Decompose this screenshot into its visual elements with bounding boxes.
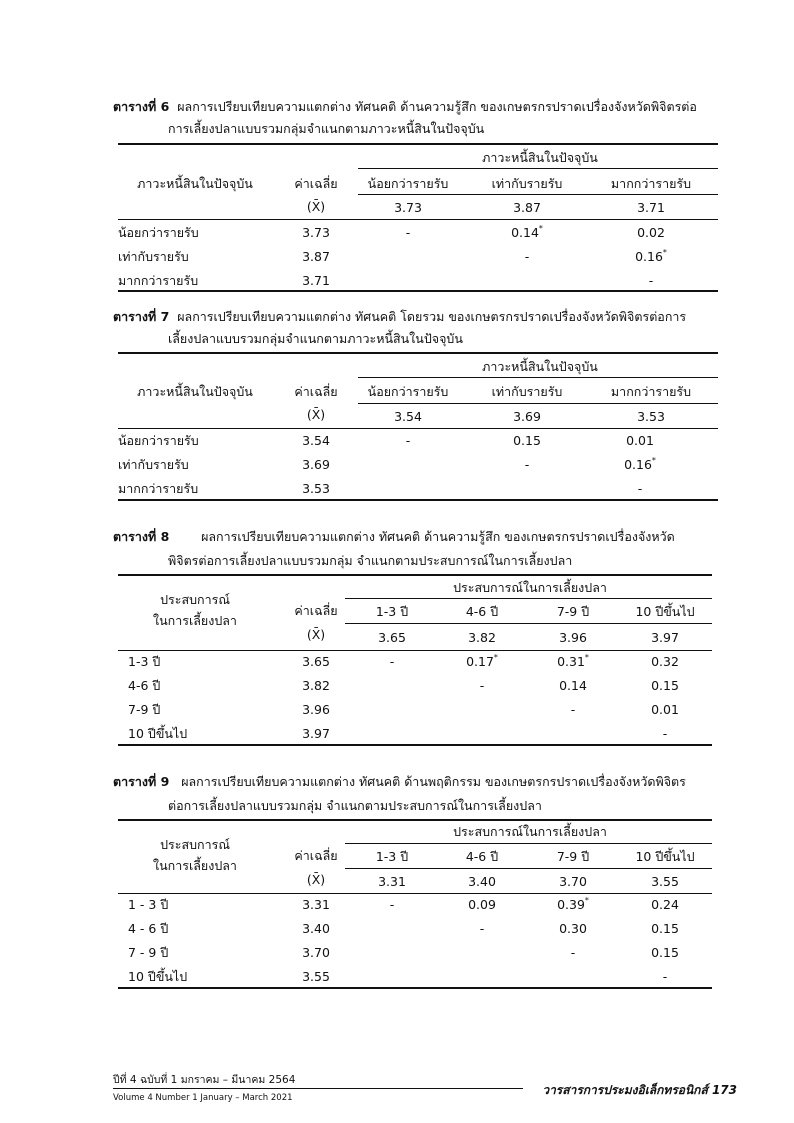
diff-cell: 0.15 xyxy=(651,945,679,960)
column-mean: 3.65 xyxy=(378,630,406,645)
header-bottom-rule xyxy=(118,893,712,894)
significance-marker: * xyxy=(584,653,589,662)
row-label: 1 - 3 ปี xyxy=(128,897,169,912)
group-header-rule xyxy=(358,168,718,169)
column-mean: 3.82 xyxy=(468,630,496,645)
significance-marker: * xyxy=(584,896,589,905)
row-mean: 3.87 xyxy=(302,249,330,264)
header-bottom-rule xyxy=(118,428,718,429)
table-bottom-rule xyxy=(118,499,718,501)
row-mean: 3.40 xyxy=(302,921,330,936)
column-header: เท่ากับรายรับ xyxy=(491,176,563,191)
column-header: 1-3 ปี xyxy=(375,849,409,864)
group-header: ภาวะหนี้สินในปัจจุบัน xyxy=(482,150,598,165)
row-mean: 3.53 xyxy=(302,481,330,496)
journal-name-page-number: วารสารการประมงอิเล็กทรอนิกส์ 173 xyxy=(542,1083,737,1097)
diff-cell: - xyxy=(524,249,530,264)
column-mean: 3.71 xyxy=(637,200,665,215)
diff-cell: - xyxy=(405,433,411,448)
column-header-rule xyxy=(358,194,718,195)
diff-cell: - xyxy=(389,654,395,669)
row-mean: 3.96 xyxy=(302,702,330,717)
diff-cell: 0.14 xyxy=(511,225,539,240)
issue-info-thai: ปีที่ 4 ฉบับที่ 1 มกราคม – มีนาคม 2564 xyxy=(113,1074,296,1086)
row-label: 1-3 ปี xyxy=(128,654,161,669)
header-bottom-rule xyxy=(118,219,718,220)
diff-cell: 0.32 xyxy=(651,654,679,669)
significance-marker: * xyxy=(493,653,498,662)
table-top-rule xyxy=(118,352,718,354)
column-mean: 3.73 xyxy=(394,200,422,215)
row-label: เท่ากับรายรับ xyxy=(118,249,189,264)
mean-symbol: (X̄) xyxy=(306,407,326,422)
significance-marker: * xyxy=(538,224,543,233)
caption-continuation: ต่อการเลี้ยงปลาแบบรวมกลุ่ม จำแนกตามประสบการณ์ในการเลี้ยงปลา xyxy=(168,798,542,813)
row-mean: 3.65 xyxy=(302,654,330,669)
diff-cell: 0.16 xyxy=(635,249,663,264)
diff-cell: - xyxy=(570,702,576,717)
caption-continuation: พิจิตรต่อการเลี้ยงปลาแบบรวมกลุ่ม จำแนกตามประสบการณ์ในการเลี้ยงปลา xyxy=(168,553,573,568)
row-label: มากกว่ารายรับ xyxy=(118,273,199,288)
row-mean: 3.69 xyxy=(302,457,330,472)
mean-symbol: (X̄) xyxy=(306,627,326,642)
mean-header: ค่าเฉลี่ย xyxy=(294,603,338,618)
mean-symbol: (X̄) xyxy=(306,872,326,887)
table-label: ตารางที่ 7 xyxy=(113,309,170,324)
table-bottom-rule xyxy=(118,987,712,989)
issue-info-english: Volume 4 Number 1 January – March 2021 xyxy=(113,1093,293,1103)
row-header-line2: ในการเลี้ยงปลา xyxy=(153,613,237,628)
diff-cell: - xyxy=(637,481,643,496)
header-bottom-rule xyxy=(118,650,712,651)
diff-cell: 0.02 xyxy=(637,225,665,240)
group-header: ประสบการณ์ในการเลี้ยงปลา xyxy=(453,824,607,839)
row-label: น้อยกว่ารายรับ xyxy=(118,225,199,240)
table-caption xyxy=(113,771,686,793)
column-header: 4-6 ปี xyxy=(465,849,499,864)
group-header: ประสบการณ์ในการเลี้ยงปลา xyxy=(453,580,607,595)
row-label: น้อยกว่ารายรับ xyxy=(118,433,199,448)
diff-cell: 0.15 xyxy=(651,678,679,693)
column-header: 7-9 ปี xyxy=(556,604,590,619)
table-top-rule xyxy=(118,143,718,145)
diff-cell: - xyxy=(405,225,411,240)
row-header: ประสบการณ์ xyxy=(160,837,230,852)
row-label: 7-9 ปี xyxy=(128,702,161,717)
diff-cell: - xyxy=(570,945,576,960)
diff-cell: 0.09 xyxy=(468,897,496,912)
table-bottom-rule xyxy=(118,290,718,292)
significance-marker: * xyxy=(651,456,656,465)
diff-cell: 0.24 xyxy=(651,897,679,912)
row-label: 4-6 ปี xyxy=(128,678,161,693)
diff-cell: - xyxy=(479,921,485,936)
column-header: น้อยกว่ารายรับ xyxy=(367,176,449,191)
column-mean: 3.53 xyxy=(637,409,665,424)
table-caption xyxy=(113,96,697,118)
table-caption xyxy=(113,306,686,328)
row-mean: 3.82 xyxy=(302,678,330,693)
mean-header: ค่าเฉลี่ย xyxy=(294,384,338,399)
column-mean: 3.54 xyxy=(394,409,422,424)
row-mean: 3.73 xyxy=(302,225,330,240)
diff-cell: - xyxy=(662,969,668,984)
column-header-rule xyxy=(345,623,712,624)
diff-cell: 0.17 xyxy=(466,654,494,669)
column-header: มากกว่ารายรับ xyxy=(610,384,692,399)
column-header: เท่ากับรายรับ xyxy=(491,384,563,399)
diff-cell: 0.30 xyxy=(559,921,587,936)
row-label: 10 ปีขึ้นไป xyxy=(128,726,188,741)
diff-cell: - xyxy=(662,726,668,741)
column-mean: 3.97 xyxy=(651,630,679,645)
diff-cell: 0.15 xyxy=(513,433,541,448)
column-mean: 3.31 xyxy=(378,874,406,889)
column-header: 10 ปีขึ้นไป xyxy=(635,849,695,864)
column-header-rule xyxy=(358,403,718,404)
table-label: ตารางที่ 9 xyxy=(113,774,170,789)
column-header: 10 ปีขึ้นไป xyxy=(635,604,695,619)
row-mean: 3.55 xyxy=(302,969,330,984)
caption-continuation: การเลี้ยงปลาแบบรวมกลุ่มจำแนกตามภาวะหนี้สินในปัจจุบัน xyxy=(168,121,485,136)
column-mean: 3.87 xyxy=(513,200,541,215)
table-caption xyxy=(113,526,675,548)
row-label: มากกว่ารายรับ xyxy=(118,481,199,496)
column-mean: 3.40 xyxy=(468,874,496,889)
table-label: ตารางที่ 6 xyxy=(113,99,170,114)
diff-cell: 0.31 xyxy=(557,654,585,669)
column-mean: 3.69 xyxy=(513,409,541,424)
footer-rule xyxy=(113,1088,523,1089)
caption-text: ผลการเปรียบเทียบความแตกต่าง ทัศนคติ ด้านความรู้สึก ของเกษตรกรปราดเปรื่องจังหวัด xyxy=(201,529,675,544)
caption-text: ผลการเปรียบเทียบความแตกต่าง ทัศนคติ ด้านพฤติกรรม ของเกษตรกรปราดเปรื่องจังหวัดพิจิตร xyxy=(181,774,686,789)
mean-header: ค่าเฉลี่ย xyxy=(294,848,338,863)
row-label: 7 - 9 ปี xyxy=(128,945,169,960)
column-header: 7-9 ปี xyxy=(556,849,590,864)
diff-cell: 0.01 xyxy=(651,702,679,717)
group-header-rule xyxy=(358,377,718,378)
diff-cell: 0.01 xyxy=(626,433,654,448)
table-label: ตารางที่ 8 xyxy=(113,529,170,544)
diff-cell: - xyxy=(479,678,485,693)
row-label: เท่ากับรายรับ xyxy=(118,457,189,472)
diff-cell: 0.14 xyxy=(559,678,587,693)
table-top-rule xyxy=(118,574,712,576)
mean-header: ค่าเฉลี่ย xyxy=(294,176,338,191)
column-header: มากกว่ารายรับ xyxy=(610,176,692,191)
caption-continuation: เลี้ยงปลาแบบรวมกลุ่มจำแนกตามภาวะหนี้สินในปัจจุบัน xyxy=(168,331,463,346)
diff-cell: - xyxy=(524,457,530,472)
caption-text: ผลการเปรียบเทียบความแตกต่าง ทัศนคติ ด้านความรู้สึก ของเกษตรกรปราดเปรื่องจังหวัดพิจิตรต่อ xyxy=(177,99,697,114)
row-header-line2: ในการเลี้ยงปลา xyxy=(153,858,237,873)
diff-cell: - xyxy=(389,897,395,912)
row-header: ภาวะหนี้สินในปัจจุบัน xyxy=(137,176,253,191)
column-header: 4-6 ปี xyxy=(465,604,499,619)
table-bottom-rule xyxy=(118,744,712,746)
mean-symbol: (X̄) xyxy=(306,199,326,214)
group-header: ภาวะหนี้สินในปัจจุบัน xyxy=(482,359,598,374)
row-mean: 3.54 xyxy=(302,433,330,448)
row-header: ประสบการณ์ xyxy=(160,592,230,607)
row-label: 4 - 6 ปี xyxy=(128,921,169,936)
column-header-rule xyxy=(345,868,712,869)
caption-text: ผลการเปรียบเทียบความแตกต่าง ทัศนคติ โดยรวม ของเกษตรกรปราดเปรื่องจังหวัดพิจิตรต่อการ xyxy=(177,309,687,324)
column-mean: 3.55 xyxy=(651,874,679,889)
diff-cell: 0.39 xyxy=(557,897,585,912)
row-mean: 3.31 xyxy=(302,897,330,912)
column-header: 1-3 ปี xyxy=(375,604,409,619)
group-header-rule xyxy=(345,598,712,599)
diff-cell: 0.15 xyxy=(651,921,679,936)
row-label: 10 ปีขึ้นไป xyxy=(128,969,188,984)
column-header: น้อยกว่ารายรับ xyxy=(367,384,449,399)
group-header-rule xyxy=(345,843,712,844)
row-mean: 3.70 xyxy=(302,945,330,960)
diff-cell: - xyxy=(648,273,654,288)
table-top-rule xyxy=(118,819,712,821)
row-mean: 3.71 xyxy=(302,273,330,288)
row-header: ภาวะหนี้สินในปัจจุบัน xyxy=(137,384,253,399)
diff-cell: 0.16 xyxy=(624,457,652,472)
row-mean: 3.97 xyxy=(302,726,330,741)
column-mean: 3.96 xyxy=(559,630,587,645)
significance-marker: * xyxy=(662,248,667,257)
column-mean: 3.70 xyxy=(559,874,587,889)
